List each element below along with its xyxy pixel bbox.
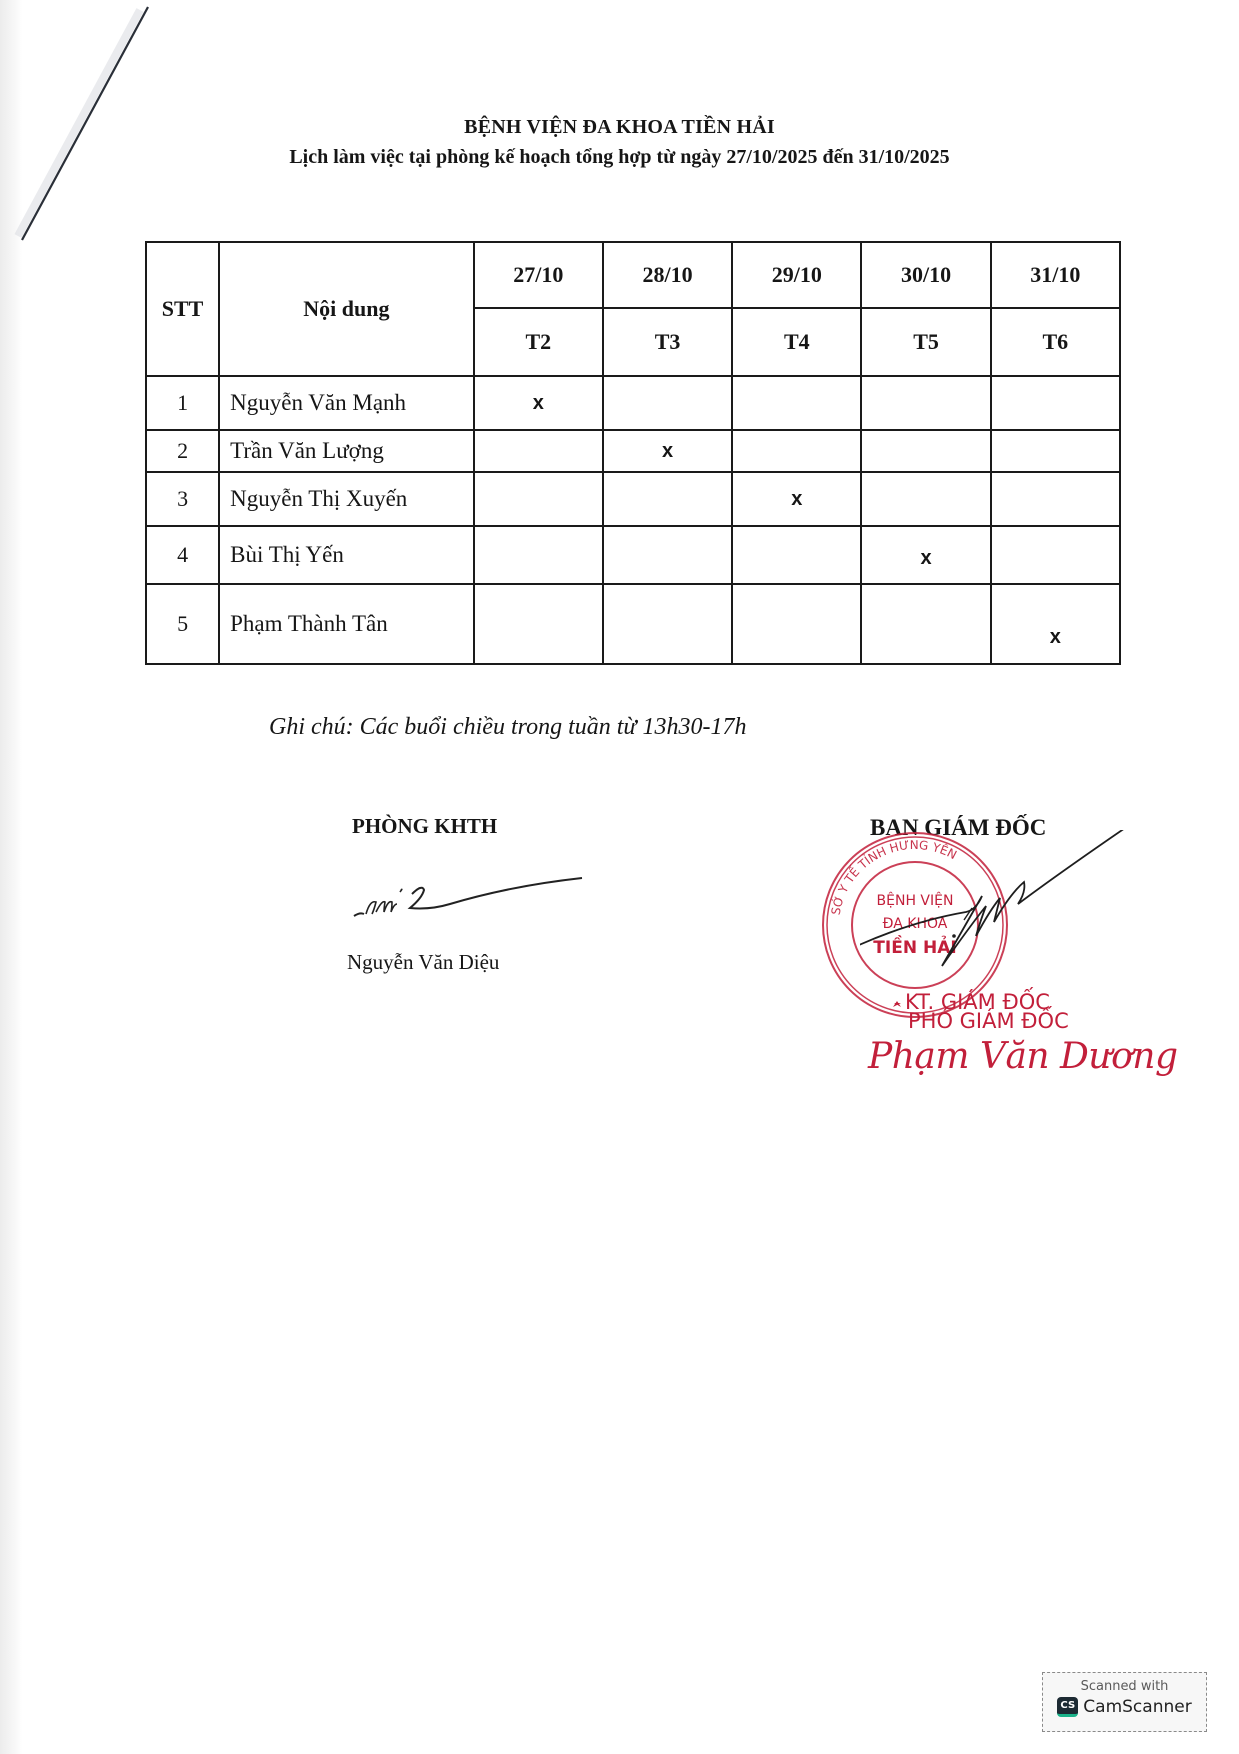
row-name: Trần Văn Lượng bbox=[219, 430, 474, 472]
row-stt: 4 bbox=[146, 526, 219, 584]
table-row bbox=[146, 376, 1120, 430]
schedule-cell bbox=[861, 584, 990, 664]
schedule-cell: x bbox=[603, 430, 732, 472]
schedule-cell: x bbox=[861, 526, 990, 584]
header-weekday: T4 bbox=[732, 308, 861, 376]
schedule-cell: x bbox=[474, 376, 603, 430]
schedule-cell bbox=[603, 376, 732, 430]
department-signer-name: Nguyễn Văn Diệu bbox=[347, 950, 500, 974]
table-row bbox=[146, 430, 1120, 472]
director-handwritten-signature bbox=[860, 830, 1140, 970]
header-date: 30/10 bbox=[861, 242, 990, 308]
schedule-cell bbox=[732, 584, 861, 664]
header-date: 28/10 bbox=[603, 242, 732, 308]
header-date: 31/10 bbox=[991, 242, 1120, 308]
stamp-ring-text: SỞ Y TẾ TỈNH HƯNG YÊN bbox=[828, 837, 960, 916]
header-date: 27/10 bbox=[474, 242, 603, 308]
row-name: Bùi Thị Yến bbox=[219, 526, 474, 584]
row-stt: 1 bbox=[146, 376, 219, 430]
header-content: Nội dung bbox=[219, 242, 474, 376]
header-weekday: T6 bbox=[991, 308, 1120, 376]
schedule-cell bbox=[474, 472, 603, 526]
stamp-line: TIỀN HẢI bbox=[873, 938, 957, 958]
schedule-cell bbox=[474, 430, 603, 472]
header-weekday: T2 bbox=[474, 308, 603, 376]
row-name: Nguyễn Thị Xuyến bbox=[219, 472, 474, 526]
schedule-cell bbox=[732, 376, 861, 430]
camscanner-badge bbox=[1042, 1672, 1207, 1732]
stamp-line: ĐA KHOA bbox=[882, 916, 948, 932]
schedule-cell: x bbox=[732, 472, 861, 526]
department-title: PHÒNG KHTH bbox=[352, 814, 498, 838]
document-title: Lịch làm việc tại phòng kế hoạch tổng hợp từ ngày 27/10/2025 đến 31/10/2025 bbox=[289, 146, 950, 168]
header-row-dates bbox=[146, 242, 1120, 308]
schedule-cell bbox=[603, 472, 732, 526]
table-row bbox=[146, 526, 1120, 584]
header-weekday: T5 bbox=[861, 308, 990, 376]
stamp-line: BỆNH VIỆN bbox=[876, 893, 954, 909]
schedule-cell bbox=[991, 472, 1120, 526]
schedule-cell bbox=[732, 430, 861, 472]
schedule-cell bbox=[603, 526, 732, 584]
table-row bbox=[146, 584, 1120, 664]
schedule-cell bbox=[991, 430, 1120, 472]
row-name: Nguyễn Văn Mạnh bbox=[219, 376, 474, 430]
schedule-cell bbox=[991, 376, 1120, 430]
header-stt: STT bbox=[146, 242, 219, 376]
schedule-cell: x bbox=[991, 584, 1120, 664]
schedule-note: Ghi chú: Các buổi chiều trong tuần từ 13h30-17h bbox=[269, 714, 747, 740]
scan-edge-shadow bbox=[0, 0, 22, 1754]
signer-position: PHÓ GIÁM ĐỐC bbox=[908, 1009, 1069, 1033]
schedule-cell bbox=[861, 472, 990, 526]
row-stt: 2 bbox=[146, 430, 219, 472]
organization-name: BỆNH VIỆN ĐA KHOA TIỀN HẢI bbox=[464, 116, 775, 138]
schedule-cell bbox=[474, 584, 603, 664]
schedule-cell bbox=[861, 376, 990, 430]
board-title: BAN GIÁM ĐỐC bbox=[870, 815, 1047, 840]
row-stt: 3 bbox=[146, 472, 219, 526]
header-date: 29/10 bbox=[732, 242, 861, 308]
badge-brand: CamScanner bbox=[1083, 1697, 1192, 1717]
header-weekday: T3 bbox=[603, 308, 732, 376]
row-name: Phạm Thành Tân bbox=[219, 584, 474, 664]
schedule-cell bbox=[861, 430, 990, 472]
board-signer-name: Phạm Văn Dương bbox=[868, 1036, 1178, 1077]
schedule-cell bbox=[732, 526, 861, 584]
row-stt: 5 bbox=[146, 584, 219, 664]
badge-caption: Scanned with bbox=[1080, 1679, 1169, 1694]
table-row bbox=[146, 472, 1120, 526]
schedule-table bbox=[145, 241, 1121, 665]
on-behalf-title: KT. GIÁM ĐỐC bbox=[905, 990, 1050, 1014]
stamp-star-icon bbox=[893, 1001, 901, 1007]
department-handwritten-signature bbox=[350, 868, 590, 928]
camscanner-logo-icon: CS bbox=[1057, 1697, 1078, 1717]
schedule-cell bbox=[474, 526, 603, 584]
schedule-cell bbox=[991, 526, 1120, 584]
schedule-cell bbox=[603, 584, 732, 664]
